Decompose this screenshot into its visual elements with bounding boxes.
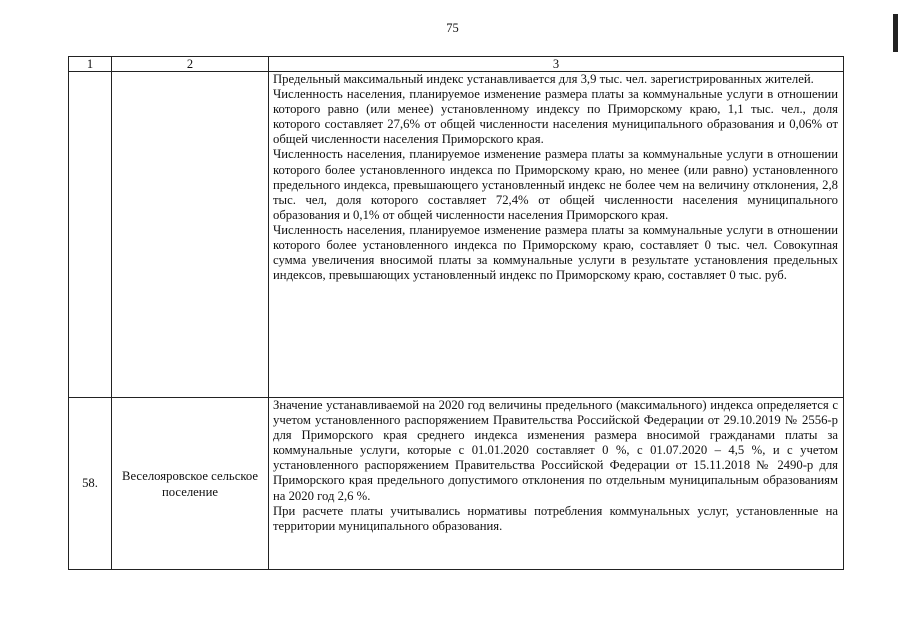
- table-header-row: [69, 57, 844, 72]
- description-paragraph: Численность населения, планируемое изменение размера платы за коммунальные услуги в отношении которого более установленного индекса по Приморскому краю, но менее (или равно) установленного предельного индекса, превышающего установленный индекс не более чем на величину отклонения, 2,8 тыс. чел, доля которого составляет 72,4% от общей численности населения муниципального образования и 0,1% от общей численности населения Приморского края.: [273, 147, 838, 222]
- header-cell-1: 1: [69, 57, 112, 72]
- header-cell-3: 3: [269, 57, 844, 72]
- description-paragraph: Численность населения, планируемое изменение размера платы за коммунальные услуги в отношении которого более установленного индекса по Приморскому краю, составляет 0 тыс. чел. Совокупная сумма увеличения вносимой платы за коммунальные услуги в результате установления предельных индексов, превышающих установленный индекс по Приморскому краю, составляет 0 тыс. руб.: [273, 222, 838, 283]
- description-paragraph: Предельный максимальный индекс устанавливается для 3,9 тыс. чел. зарегистрированных жителей.: [273, 72, 814, 86]
- table-row: [69, 72, 844, 398]
- municipality-name-cell: [112, 72, 269, 398]
- page-number: 75: [446, 21, 459, 35]
- table-row: [69, 398, 844, 570]
- description-paragraph: Значение устанавливаемой на 2020 год величины предельного (максимального) индекса определяется с учетом установленного распоряжением Правительства Российской Федерации от 29.10.2019 № 2556-р для Приморского края среднего индекса изменения размера вносимой гражданами платы за коммунальные услуги, которые с 01.01.2020 составляет 0 %, с 01.07.2020 – 4,5 %, и с учетом установленного распоряжением Правительства Российской Федерации от 15.11.2018 № 2490-р для Приморского края предельного допустимого отклонения по отдельным муниципальным образованиям на 2020 год 2,6 %.: [273, 398, 838, 503]
- row-number-cell: 58.: [69, 398, 112, 570]
- header-cell-2: 2: [112, 57, 269, 72]
- row-number-cell: [69, 72, 112, 398]
- municipality-name-cell: Веселояровское сельское поселение: [112, 398, 269, 570]
- document-table: [68, 56, 844, 570]
- description-cell: [269, 398, 844, 570]
- description-cell: [269, 72, 844, 398]
- page-edge-mark: [893, 14, 898, 52]
- description-paragraph: При расчете платы учитывались нормативы потребления коммунальных услуг, установленные на территории муниципального образования.: [273, 503, 838, 533]
- description-paragraph: Численность населения, планируемое изменение размера платы за коммунальные услуги в отношении которого равно (или менее) установленному индексу по Приморскому краю, 1,1 тыс. чел., доля которого составляет 27,6% от общей численности населения муниципального образования и 0,06% от общей численности населения Приморского края.: [273, 87, 838, 147]
